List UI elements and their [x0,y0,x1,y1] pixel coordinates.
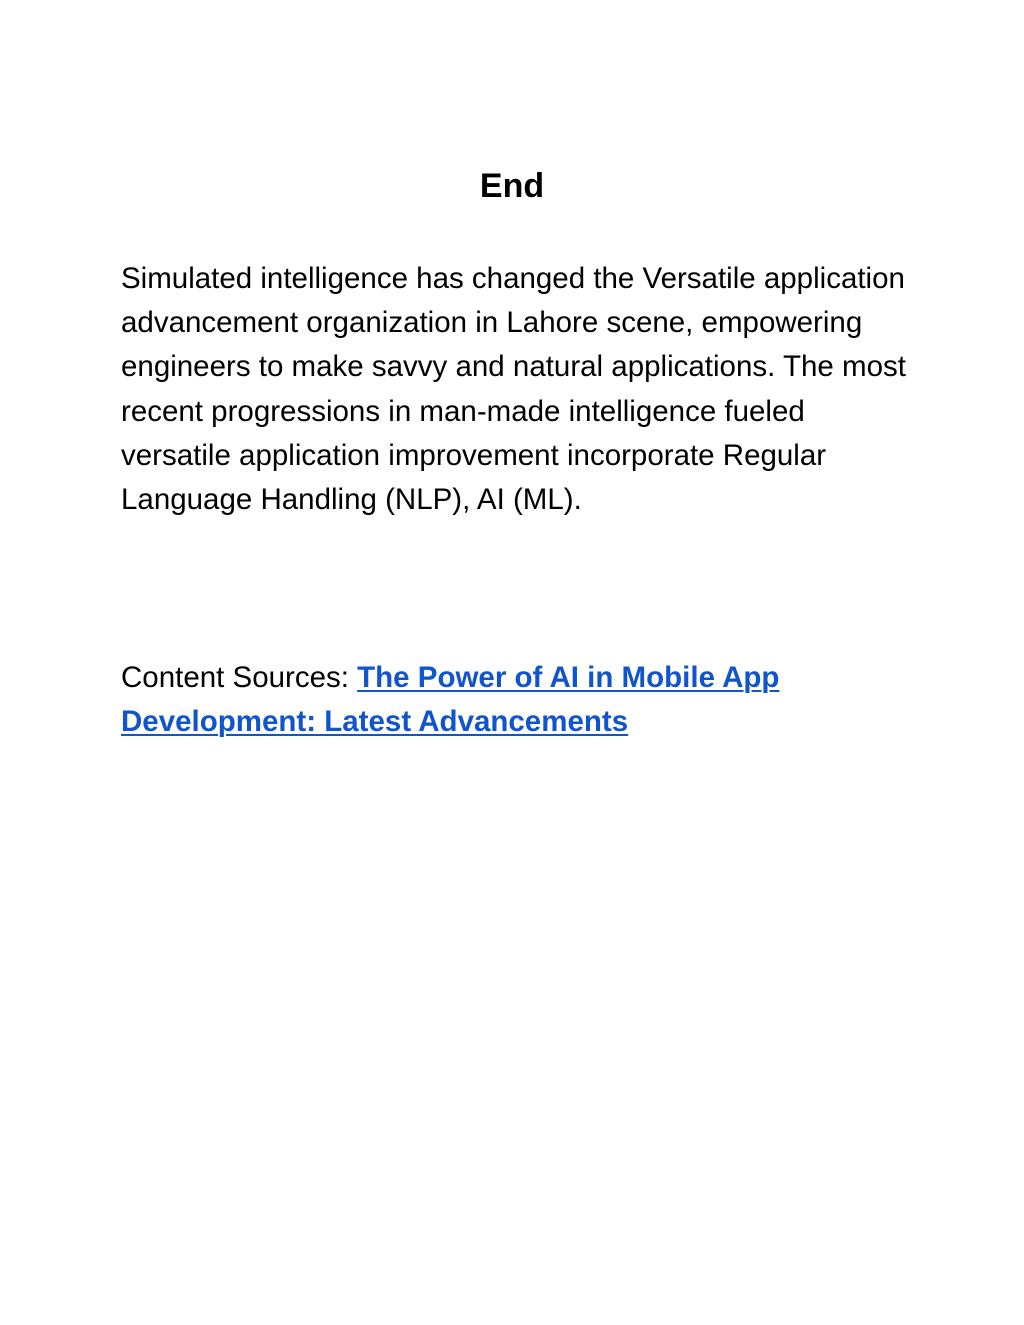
source-link[interactable]: The Power of AI in Mobile App Development: Latest Advancements [121,661,780,739]
content-sources [121,656,911,744]
body-paragraph: Simulated intelligence has changed the Versatile application advancement organization in Lahore scene, empowering engineers to make savvy and natural applications. The most recent progressions in man-made intelligence fueled versatile application improvement incorporate Regular Language Handling (NLP), AI (ML). [121,262,906,517]
section-heading: End [479,167,545,205]
content-sources-label: Content Sources: [121,661,358,694]
